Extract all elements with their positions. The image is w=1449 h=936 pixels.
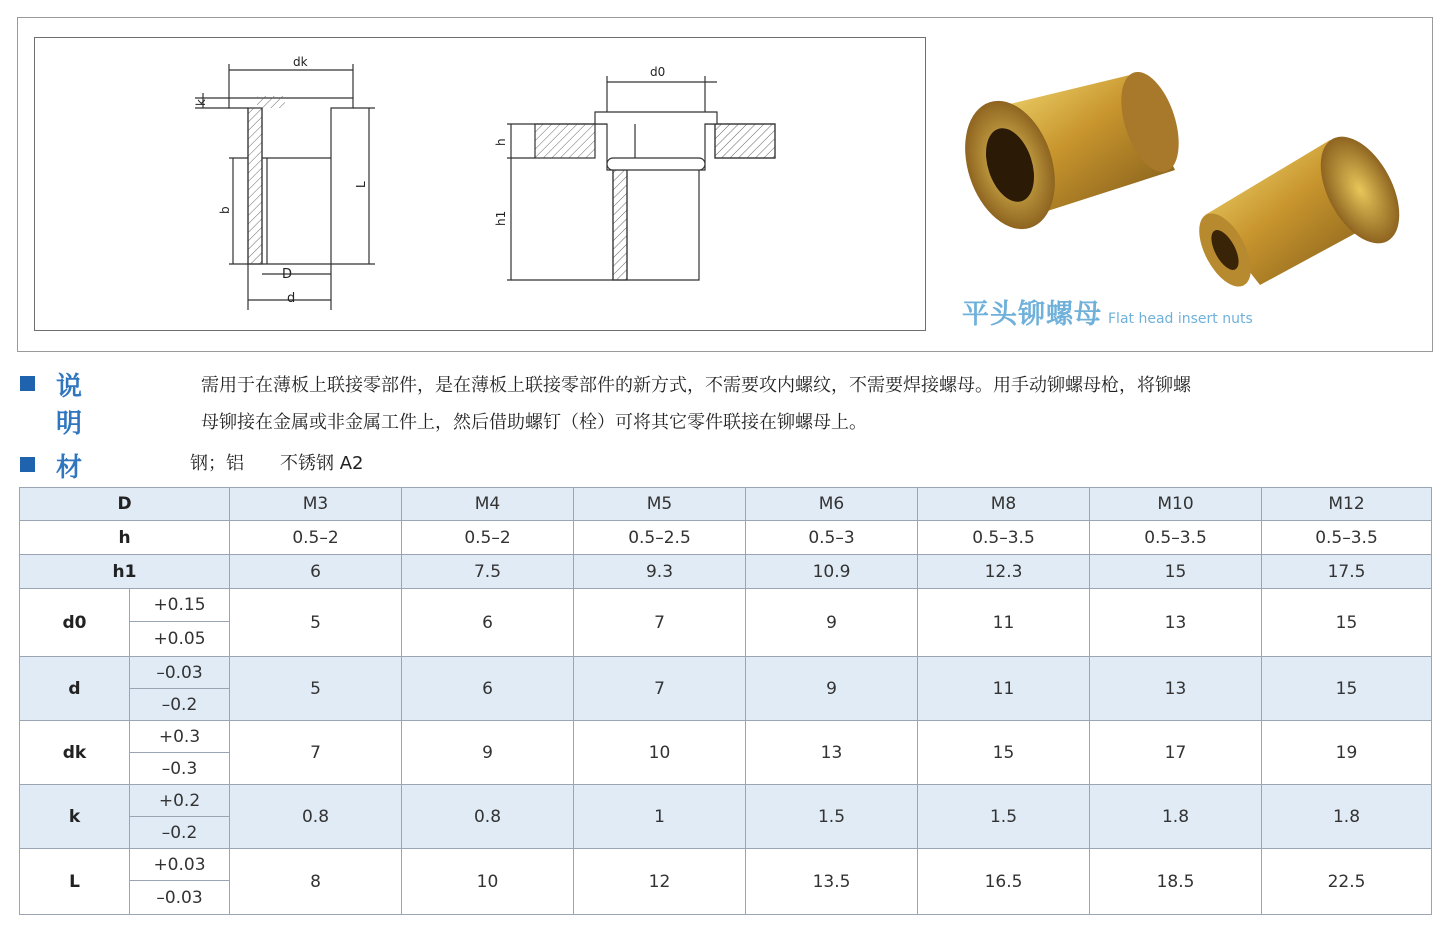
value-cell: 9 xyxy=(746,657,918,721)
value-cell: 9 xyxy=(746,589,918,657)
value-cell: 7.5 xyxy=(402,555,574,589)
drawing-svg xyxy=(35,38,925,330)
value-cell: 7 xyxy=(574,657,746,721)
value-cell: 12 xyxy=(574,849,746,915)
value-cell: 1.5 xyxy=(746,785,918,849)
value-cell: 15 xyxy=(1262,589,1432,657)
tolerance-upper-cell: +0.03 xyxy=(130,849,230,881)
size-header-cell: M6 xyxy=(746,488,918,521)
table-row xyxy=(20,555,1432,589)
value-cell: 0.5–3 xyxy=(746,521,918,555)
tolerance-lower-cell: +0.05 xyxy=(130,622,230,657)
value-cell: 8 xyxy=(230,849,402,915)
table-row xyxy=(20,721,1432,753)
tolerance-lower-cell: –0.03 xyxy=(130,881,230,915)
nut-right xyxy=(1189,124,1416,295)
value-cell: 10 xyxy=(574,721,746,785)
value-cell: 0.5–3.5 xyxy=(918,521,1090,555)
table-row xyxy=(20,657,1432,689)
value-cell: 0.5–2.5 xyxy=(574,521,746,555)
value-cell: 0.5–3.5 xyxy=(1090,521,1262,555)
value-cell: 13.5 xyxy=(746,849,918,915)
row-label-cell: D xyxy=(20,488,230,521)
value-cell: 11 xyxy=(918,589,1090,657)
value-cell: 13 xyxy=(746,721,918,785)
value-cell: 13 xyxy=(1090,589,1262,657)
size-header-cell: M12 xyxy=(1262,488,1432,521)
row-label-cell: h xyxy=(20,521,230,555)
label-dk: dk xyxy=(293,55,308,69)
row-label-cell: d xyxy=(20,657,130,721)
label-d: d xyxy=(287,291,296,306)
value-cell: 7 xyxy=(574,589,746,657)
label-h: h xyxy=(494,138,508,146)
material-heading: 材 xyxy=(56,453,83,483)
value-cell: 12.3 xyxy=(918,555,1090,589)
value-cell: 9.3 xyxy=(574,555,746,589)
tolerance-upper-cell: –0.03 xyxy=(130,657,230,689)
product-photo xyxy=(940,40,1420,330)
value-cell: 7 xyxy=(230,721,402,785)
value-cell: 0.5–2 xyxy=(230,521,402,555)
value-cell: 18.5 xyxy=(1090,849,1262,915)
tolerance-upper-cell: +0.3 xyxy=(130,721,230,753)
section-bullet-square xyxy=(20,457,35,472)
nuts-illustration xyxy=(940,40,1420,330)
label-b: b xyxy=(218,206,232,214)
value-cell: 1.5 xyxy=(918,785,1090,849)
value-cell: 0.5–2 xyxy=(402,521,574,555)
value-cell: 0.8 xyxy=(230,785,402,849)
value-cell: 10 xyxy=(402,849,574,915)
tolerance-upper-cell: +0.2 xyxy=(130,785,230,817)
table-header-row xyxy=(20,488,1432,521)
label-D: D xyxy=(282,267,293,282)
value-cell: 16.5 xyxy=(918,849,1090,915)
tolerance-lower-cell: –0.2 xyxy=(130,817,230,849)
value-cell: 0.5–3.5 xyxy=(1262,521,1432,555)
size-header-cell: M5 xyxy=(574,488,746,521)
table-row xyxy=(20,521,1432,555)
value-cell: 15 xyxy=(1090,555,1262,589)
row-label-cell: dk xyxy=(20,721,130,785)
technical-drawing xyxy=(34,37,926,331)
value-cell: 1.8 xyxy=(1262,785,1432,849)
value-cell: 5 xyxy=(230,589,402,657)
material-text: 钢；铝 不锈钢 A2 xyxy=(190,453,364,474)
tolerance-lower-cell: –0.3 xyxy=(130,753,230,785)
value-cell: 10.9 xyxy=(746,555,918,589)
value-cell: 1 xyxy=(574,785,746,849)
tolerance-lower-cell: –0.2 xyxy=(130,689,230,721)
label-d0: d0 xyxy=(650,65,666,79)
tolerance-upper-cell: +0.15 xyxy=(130,589,230,622)
value-cell: 17.5 xyxy=(1262,555,1432,589)
value-cell: 19 xyxy=(1262,721,1432,785)
label-h1: h1 xyxy=(494,210,508,226)
value-cell: 0.8 xyxy=(402,785,574,849)
caption-english: Flat head insert nuts xyxy=(1108,311,1253,327)
size-header-cell: M3 xyxy=(230,488,402,521)
description-line-2: 母铆接在金属或非金属工件上，然后借助螺钉（栓）可将其它零件联接在铆螺母上。 xyxy=(201,412,867,433)
caption-chinese: 平头铆螺母 xyxy=(962,299,1102,330)
row-label-cell: h1 xyxy=(20,555,230,589)
value-cell: 6 xyxy=(402,657,574,721)
value-cell: 15 xyxy=(1262,657,1432,721)
description-heading: 说 明 xyxy=(56,372,135,439)
table-row xyxy=(20,785,1432,817)
size-header-cell: M8 xyxy=(918,488,1090,521)
nut-left xyxy=(950,65,1190,241)
table-row xyxy=(20,589,1432,622)
specification-table xyxy=(19,487,1432,915)
value-cell: 5 xyxy=(230,657,402,721)
value-cell: 17 xyxy=(1090,721,1262,785)
size-header-cell: M10 xyxy=(1090,488,1262,521)
label-L: L xyxy=(354,181,368,188)
right-installed-section xyxy=(507,76,775,280)
value-cell: 15 xyxy=(918,721,1090,785)
value-cell: 6 xyxy=(402,589,574,657)
photo-caption xyxy=(962,292,1253,331)
row-label-cell: k xyxy=(20,785,130,849)
size-header-cell: M4 xyxy=(402,488,574,521)
description-line-1: 需用于在薄板上联接零部件，是在薄板上联接零部件的新方式，不需要攻内螺纹，不需要焊接螺母。用手动铆螺母枪，将铆螺 xyxy=(201,375,1191,396)
row-label-cell: d0 xyxy=(20,589,130,657)
value-cell: 6 xyxy=(230,555,402,589)
value-cell: 13 xyxy=(1090,657,1262,721)
section-bullet-square xyxy=(20,376,35,391)
row-label-cell: L xyxy=(20,849,130,915)
value-cell: 11 xyxy=(918,657,1090,721)
value-cell: 22.5 xyxy=(1262,849,1432,915)
value-cell: 1.8 xyxy=(1090,785,1262,849)
table-row xyxy=(20,849,1432,881)
label-k: k xyxy=(194,99,208,106)
value-cell: 9 xyxy=(402,721,574,785)
